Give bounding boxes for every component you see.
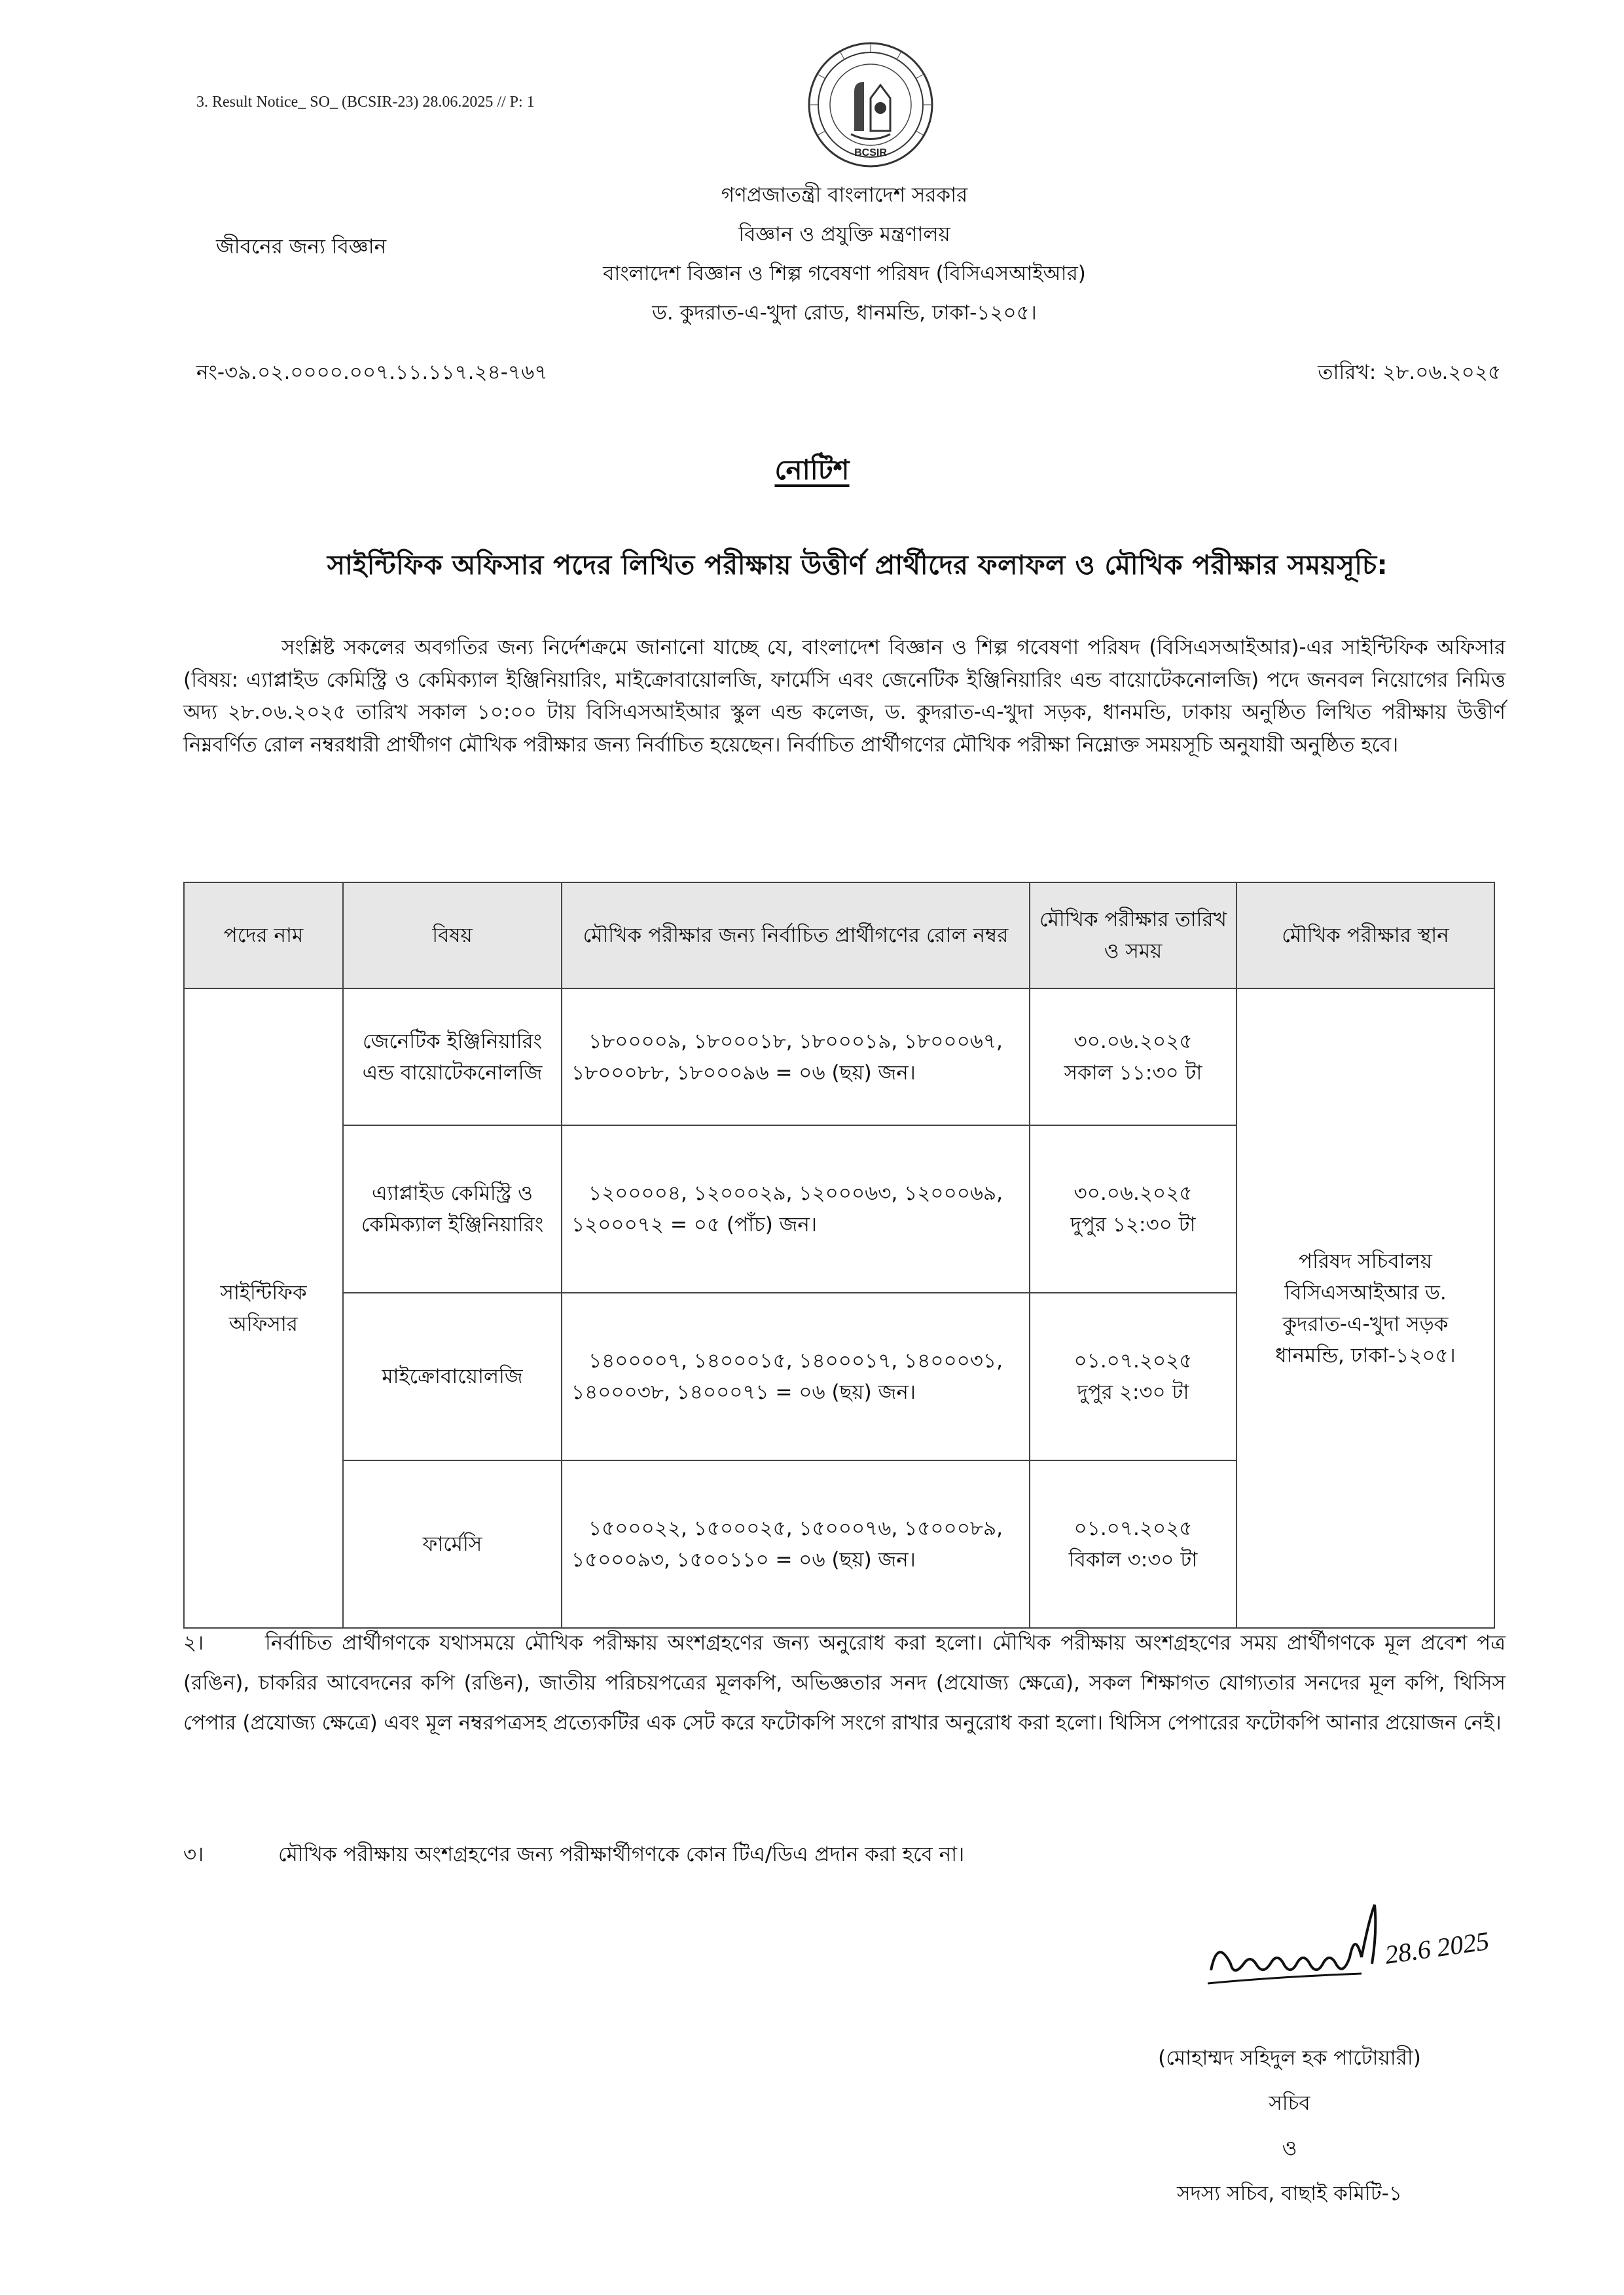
interview-time: দুপুর ১২:৩০ টা bbox=[1070, 1213, 1196, 1237]
header-datetime: মৌখিক পরীক্ষার তারিখ ও সময় bbox=[1030, 882, 1236, 988]
datetime-cell bbox=[1030, 988, 1236, 1125]
memo-number: নং-৩৯.০২.০০০০.০০৭.১১.১১৭.২৪-৭৬৭ bbox=[196, 361, 548, 384]
council-name: বাংলাদেশ বিজ্ঞান ও শিল্প গবেষণা পরিষদ (বিসিএসআইআর) bbox=[603, 262, 1086, 285]
interview-time: দুপুর ২:৩০ টা bbox=[1077, 1381, 1189, 1404]
notice-subject: সাইন্টিফিক অফিসার পদের লিখিত পরীক্ষায় উত্তীর্ণ প্রার্থীদের ফলাফল ও মৌখিক পরীক্ষার সময়সূচি: bbox=[327, 549, 1388, 581]
interview-date: ০১.০৭.২০২৫ bbox=[1074, 1517, 1193, 1540]
file-reference: 3. Result Notice_ SO_ (BCSIR-23) 28.06.2025 // P: 1 bbox=[196, 94, 535, 111]
interview-time: সকাল ১১:৩০ টা bbox=[1064, 1060, 1202, 1085]
post-name-cell: সাইন্টিফিক অফিসার bbox=[184, 988, 343, 1628]
subject-cell: এ্যাপ্লাইড কেমিস্ট্রি ও কেমিক্যাল ইঞ্জিনিয়ারিং bbox=[343, 1125, 562, 1293]
svg-text:BCSIR: BCSIR bbox=[854, 147, 887, 158]
bcsir-emblem-icon bbox=[805, 39, 936, 170]
motto: জীবনের জন্য বিজ্ঞান bbox=[216, 235, 387, 259]
subject-cell: মাইক্রোবায়োলজি bbox=[343, 1293, 562, 1460]
header-post: পদের নাম bbox=[184, 882, 343, 988]
interview-date: ৩০.০৬.২০২৫ bbox=[1074, 1029, 1193, 1053]
header-subject: বিষয় bbox=[343, 882, 562, 988]
paragraph-3 bbox=[183, 1835, 1506, 1875]
ministry-name: বিজ্ঞান ও প্রযুক্তি মন্ত্রণালয় bbox=[738, 223, 950, 246]
memo-date: তারিখ: ২৮.০৬.২০২৫ bbox=[1318, 361, 1501, 384]
paragraph-2 bbox=[183, 1623, 1506, 1743]
venue-cell: পরিষদ সচিবালয় বিসিএসআইআর ড. কুদরাত-এ-খুদা সড়ক ধানমন্ডি, ঢাকা-১২০৫। bbox=[1236, 988, 1494, 1628]
signatory-name: (মোহাম্মদ সহিদুল হক পাটোয়ারী) bbox=[1158, 2046, 1421, 2070]
paragraph-3-text: মৌখিক পরীক্ষায় অংশগ্রহণের জন্য পরীক্ষার্থীগণকে কোন টিএ/ডিএ প্রদান করা হবে না। bbox=[278, 1843, 965, 1866]
signatory-designation: সচিব bbox=[1269, 2091, 1310, 2115]
interview-time: বিকাল ৩:৩০ টা bbox=[1068, 1548, 1198, 1572]
rolls-cell: ১৪০০০০৭, ১৪০০০১৫, ১৪০০০১৭, ১৪০০০৩১, ১৪০০০৩৮, ১৪০০০৭১ = ০৬ (ছয়) জন। bbox=[562, 1293, 1030, 1460]
table-row bbox=[184, 988, 1494, 1125]
rolls-cell: ১৫০০০২২, ১৫০০০২৫, ১৫০০০৭৬, ১৫০০০৮৯, ১৫০০০৯৩, ১৫০০১১০ = ০৬ (ছয়) জন। bbox=[562, 1460, 1030, 1628]
notice-title-text: নোটিশ bbox=[774, 454, 850, 486]
signatory-role: সদস্য সচিব, বাছাই কমিটি-১ bbox=[1177, 2182, 1402, 2205]
paragraph-3-number: ৩। bbox=[183, 1843, 204, 1866]
paragraph-2-number: ২। bbox=[183, 1631, 204, 1655]
paragraph-intro: সংশ্লিষ্ট সকলের অবগতির জন্য নির্দেশক্রমে জানানো যাচ্ছে যে, বাংলাদেশ বিজ্ঞান ও শিল্প গবেষণা পরিষদ (বিসিএসআইআর)-এর সাইন্টিফিক অফিসার (বিষয়: এ্যাপ্লাইড কেমিস্ট্রি ও কেমিক্যাল ইঞ্জিনিয়ারিং, মাইক্রোবায়োলজি, ফার্মেসি এবং জেনেটিক ইঞ্জিনিয়ারিং এন্ড বায়োটেকনোলজি) পদে জনবল নিয়োগের নিমিত্ত অদ্য ২৮.০৬.২০২৫ তারিখ সকাল ১০:০০ টায় বিসিএসআইআর স্কুল এন্ড কলেজ, ড. কুদরাত-এ-খুদা সড়ক, ধানমন্ডি, ঢাকায় অনুষ্ঠিত লিখিত পরীক্ষায় উত্তীর্ণ নিম্নবর্ণিত রোল নম্বরধারী প্রার্থীগণ মৌখিক পরীক্ষার জন্য নির্বাচিত হয়েছেন। নির্বাচিত প্রার্থীগণের মৌখিক পরীক্ষা নিম্নোক্ত সময়সূচি অনুযায়ী অনুষ্ঠিত হবে। bbox=[183, 636, 1506, 757]
paragraph-2-text: নির্বাচিত প্রার্থীগণকে যথাসময়ে মৌখিক পরীক্ষায় অংশগ্রহণের জন্য অনুরোধ করা হলো। মৌখিক পরীক্ষায় অংশগ্রহণের সময় প্রার্থীগণকে মূল প্রবেশ পত্র (রঙিন), চাকরির আবেদনের কপি (রঙিন), জাতীয় পরিচয়পত্রের মূলকপি, অভিজ্ঞতার সনদ (প্রযোজ্য ক্ষেত্রে), সকল শিক্ষাগত যোগ্যতার সনদের মূল কপি, থিসিস পেপার (প্রযোজ্য ক্ষেত্রে) এবং মূল নম্বরপত্রসহ প্রত্যেকটির এক সেট করে ফটোকপি সংগে রাখার অনুরোধ করা হলো। থিসিস পেপারের ফটোকপি আনার প্রয়োজন নেই। bbox=[183, 1631, 1506, 1735]
datetime-cell bbox=[1030, 1125, 1236, 1293]
rolls-cell: ১২০০০০৪, ১২০০০২৯, ১২০০০৬৩, ১২০০০৬৯, ১২০০০৭২ = ০৫ (পাঁচ) জন। bbox=[562, 1125, 1030, 1293]
handwritten-signature bbox=[1198, 1892, 1499, 2029]
table-header-row bbox=[184, 882, 1494, 988]
subject-cell: জেনেটিক ইঞ্জিনিয়ারিং এন্ড বায়োটেকনোলজি bbox=[343, 988, 562, 1125]
signatory-block bbox=[1074, 2036, 1506, 2216]
datetime-cell bbox=[1030, 1293, 1236, 1460]
interview-date: ০১.০৭.২০২৫ bbox=[1074, 1349, 1193, 1373]
signatory-conjunction: ও bbox=[1282, 2137, 1297, 2160]
council-address: ড. কুদরাত-এ-খুদা রোড, ধানমন্ডি, ঢাকা-১২০৫। bbox=[652, 301, 1037, 325]
header-venue: মৌখিক পরীক্ষার স্থান bbox=[1236, 882, 1494, 988]
rolls-cell: ১৮০০০০৯, ১৮০০০১৮, ১৮০০০১৯, ১৮০০০৬৭, ১৮০০০৮৮, ১৮০০০৯৬ = ০৬ (ছয়) জন। bbox=[562, 988, 1030, 1125]
signature-date: 28.6 2025 bbox=[1382, 1926, 1491, 1970]
interview-date: ৩০.০৬.২০২৫ bbox=[1074, 1182, 1193, 1205]
organization-header bbox=[511, 175, 1178, 333]
government-name: গণপ্রজাতন্ত্রী বাংলাদেশ সরকার bbox=[721, 183, 968, 207]
datetime-cell bbox=[1030, 1460, 1236, 1628]
results-table bbox=[183, 882, 1495, 1629]
notice-title bbox=[0, 448, 1624, 495]
header-rolls: মৌখিক পরীক্ষার জন্য নির্বাচিত প্রার্থীগণের রোল নম্বর bbox=[562, 882, 1030, 988]
subject-cell: ফার্মেসি bbox=[343, 1460, 562, 1628]
